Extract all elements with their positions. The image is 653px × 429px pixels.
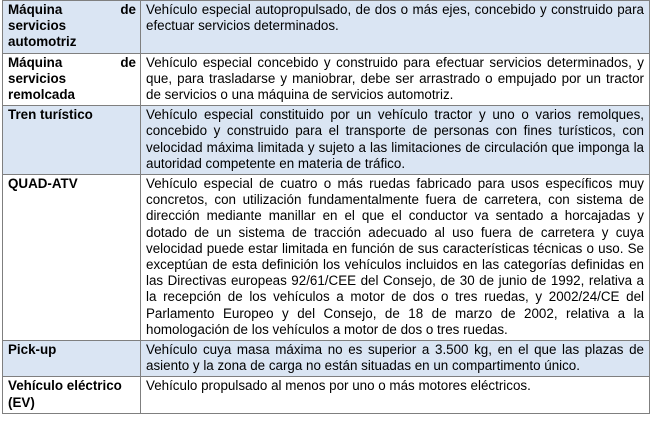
term-text: servicios	[8, 70, 67, 86]
term-text: QUAD-ATV	[8, 176, 78, 192]
table-row	[3, 341, 650, 377]
term-cell	[3, 377, 141, 413]
term-text: Vehículo eléctrico	[8, 378, 122, 394]
table-row	[3, 1, 650, 54]
term-text: Máquina de	[8, 54, 136, 70]
term-text: servicios	[8, 18, 67, 34]
term-cell	[3, 341, 141, 377]
term-cell	[3, 175, 141, 341]
term-text: remolcada	[8, 87, 75, 103]
term-text: (EV)	[8, 394, 35, 410]
table-row	[3, 377, 650, 413]
definitions-table	[2, 0, 650, 414]
definition-cell: Vehículo especial concebido y construido para efectuar servicios determinados, y que, para trasladarse y maniobrar, debe ser arrastrado o empujado por un tractor de servicios o una máquina de servicios automotriz.	[141, 53, 650, 106]
term-text: Tren turístico	[8, 107, 93, 123]
definition-cell: Vehículo especial autopropulsado, de dos o más ejes, concebido y construido para efectuar servicios determinados.	[141, 1, 650, 54]
term-cell	[3, 53, 141, 106]
table-row	[3, 106, 650, 175]
term-cell	[3, 1, 141, 54]
definition-cell: Vehículo cuya masa máxima no es superior a 3.500 kg, en el que las plazas de asiento y la zona de carga no están situadas en un compartimento único.	[141, 341, 650, 377]
term-text: Máquina de	[8, 2, 136, 17]
definition-cell: Vehículo especial de cuatro o más ruedas fabricado para usos específicos muy concretos, con utilización fundamentalmente fuera de carretera, con sistema de dirección mediante manillar en el que el conductor va sentado a horcajadas y dotado de un sistema de tracción adecuado al uso fuera de carretera y cuya velocidad puede estar limitada en función de sus características técnicas o uso. Se exceptúan de esta definición los vehículos incluidos en las categorías definidas en las Directivas europeas 92/61/CEE del Consejo, de 30 de junio de 1992, relativa a la recepción de los vehículos a motor de dos o tres ruedas, y 2002/24/CE del Parlamento Europeo y del Consejo, de 18 de marzo de 2002, relativa a la homologación de los vehículos a motor de dos o tres ruedas.	[141, 175, 650, 341]
term-cell	[3, 106, 141, 175]
term-text: automotriz	[8, 34, 77, 50]
definition-cell: Vehículo especial constituido por un vehículo tractor y uno o varios remolques, concebido y construido para el transporte de personas con fines turísticos, con velocidad máxima limitada y sujeto a las limitaciones de circulación que imponga la autoridad competente en materia de tráfico.	[141, 106, 650, 175]
term-text: Pick-up	[8, 342, 57, 358]
definition-cell: Vehículo propulsado al menos por uno o más motores eléctricos.	[141, 377, 650, 413]
table-row	[3, 53, 650, 106]
table-row	[3, 175, 650, 341]
